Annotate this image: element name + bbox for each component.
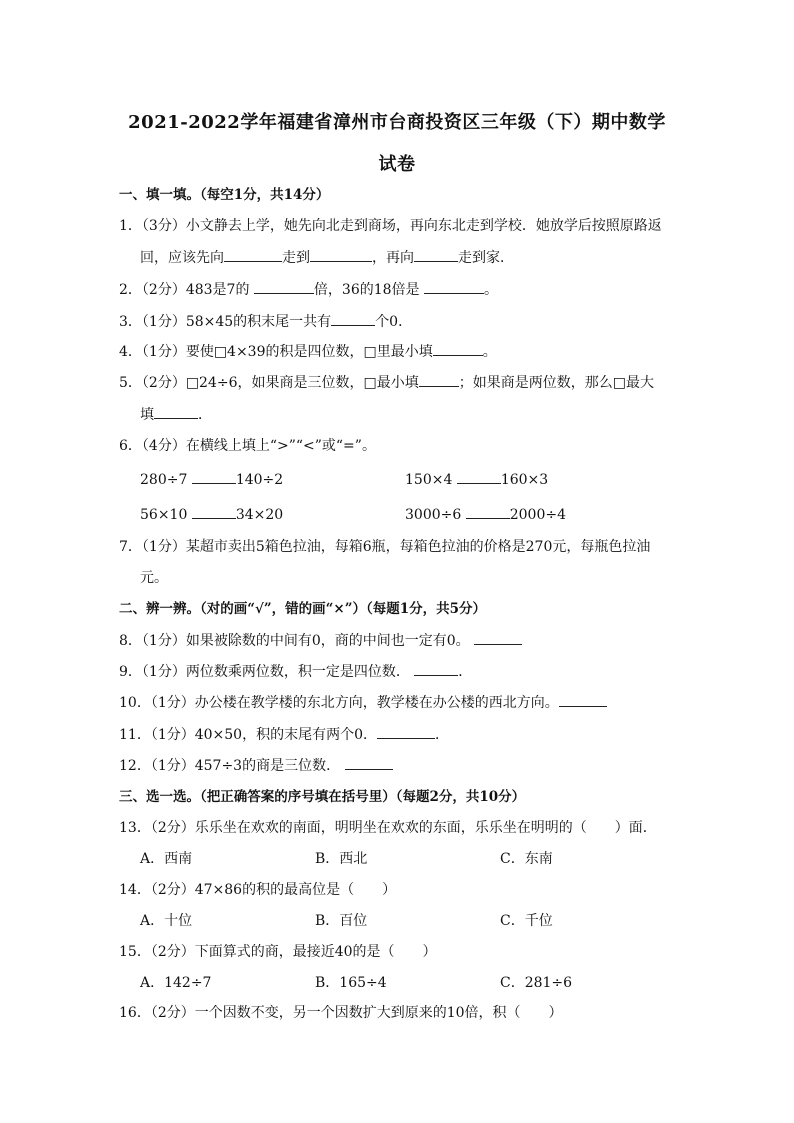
question-3: 3．（1分）58×45的积末尾一共有 个0． bbox=[119, 314, 413, 330]
question-16: 16．（2分）一个因数不变，另一个因数扩大到原来的10倍，积（ ） bbox=[119, 1005, 563, 1021]
option-a[interactable]: A．142÷7 bbox=[140, 975, 212, 991]
exam-title-line1: 2021-2022学年福建省漳州市台商投资区三年级（下）期中数学 bbox=[128, 112, 666, 133]
option-c[interactable]: C．东南 bbox=[500, 851, 553, 867]
option-a[interactable]: A．十位 bbox=[140, 913, 193, 929]
question-11: 11．（1分）40×50，积的末尾有两个0． ． bbox=[119, 727, 449, 743]
question-8: 8．（1分）如果被除数的中间有0，商的中间也一定有0。 bbox=[119, 632, 522, 650]
question-1-line1: 1．（3分）小文静去上学，她先向北走到商场，再向东北走到学校．她放学后按照原路返 bbox=[119, 218, 662, 234]
question-1-line2: 回，应该先向 走到 ，再向 走到家． bbox=[140, 250, 514, 266]
question-4: 4．（1分）要使□4×39的积是四位数，□里最小填 。 bbox=[119, 344, 497, 360]
question-15: 15．（2分）下面算式的商，最接近40的是（ ） bbox=[119, 944, 437, 960]
answer-blank[interactable] bbox=[414, 249, 458, 262]
question-2: 2．（2分）483是7的 倍，36的18倍是 。 bbox=[119, 282, 498, 298]
answer-blank[interactable] bbox=[433, 343, 483, 356]
option-c[interactable]: C．281÷6 bbox=[500, 975, 573, 991]
answer-blank[interactable] bbox=[424, 281, 484, 294]
answer-blank[interactable] bbox=[254, 281, 314, 294]
answer-blank[interactable] bbox=[377, 726, 435, 739]
question-9: 9．（1分）两位数乘两位数，积一定是四位数． ． bbox=[119, 664, 473, 680]
question-6: 6．（4分）在横线上填上“>”“<”或“=”。 bbox=[119, 438, 376, 454]
answer-blank[interactable] bbox=[474, 632, 522, 645]
compare-row2-col2: 3000÷6 2000÷4 bbox=[405, 507, 567, 523]
answer-blank[interactable] bbox=[192, 506, 236, 519]
question-13: 13．（2分）乐乐坐在欢欢的南面，明明坐在欢欢的东面，乐乐坐在明明的（ ）面． bbox=[119, 820, 657, 836]
question-14: 14．（2分）47×86的积的最高位是（ ） bbox=[119, 882, 397, 898]
question-5-line1: 5．（2分）□24÷6，如果商是三位数，□最小填 ；如果商是两位数，那么□最大 bbox=[119, 375, 654, 391]
answer-blank[interactable] bbox=[457, 471, 501, 484]
option-b[interactable]: B．165÷4 bbox=[315, 975, 387, 991]
section-1-heading: 一、填一填。（每空1分，共14分） bbox=[119, 187, 330, 203]
answer-blank[interactable] bbox=[224, 249, 282, 262]
answer-blank[interactable] bbox=[192, 471, 236, 484]
question-10: 10．（1分）办公楼在教学楼的东北方向，教学楼在办公楼的西北方向。 bbox=[119, 694, 607, 712]
answer-blank[interactable] bbox=[310, 249, 372, 262]
question-5-line2: 填 ． bbox=[140, 407, 212, 423]
answer-blank[interactable] bbox=[466, 506, 510, 519]
option-b[interactable]: B．百位 bbox=[315, 913, 368, 929]
answer-blank[interactable] bbox=[331, 313, 375, 326]
question-12: 12．（1分）457÷3的商是三位数． bbox=[119, 757, 393, 775]
option-a[interactable]: A．西南 bbox=[140, 851, 193, 867]
section-3-heading: 三、选一选。（把正确答案的序号填在括号里）（每题2分，共10分） bbox=[119, 789, 526, 805]
option-c[interactable]: C．千位 bbox=[500, 913, 553, 929]
question-7-line1: 7．（1分）某超市卖出5箱色拉油，每箱6瓶，每箱色拉油的价格是270元，每瓶色拉油 bbox=[119, 539, 651, 555]
compare-row2-col1: 56×10 34×20 bbox=[140, 507, 284, 523]
compare-row1-col2: 150×4 160×3 bbox=[405, 472, 549, 488]
compare-row1-col1: 280÷7 140÷2 bbox=[140, 472, 284, 488]
question-7-line2: 元。 bbox=[140, 570, 168, 586]
exam-title-line2: 试卷 bbox=[378, 154, 416, 175]
answer-blank[interactable] bbox=[419, 374, 459, 387]
answer-blank[interactable] bbox=[154, 406, 198, 419]
section-2-heading: 二、辨一辨。（对的画“√”，错的画“×”）（每题1分，共5分） bbox=[119, 601, 487, 617]
option-b[interactable]: B．西北 bbox=[315, 851, 368, 867]
answer-blank[interactable] bbox=[559, 694, 607, 707]
answer-blank[interactable] bbox=[414, 663, 458, 676]
answer-blank[interactable] bbox=[345, 757, 393, 770]
